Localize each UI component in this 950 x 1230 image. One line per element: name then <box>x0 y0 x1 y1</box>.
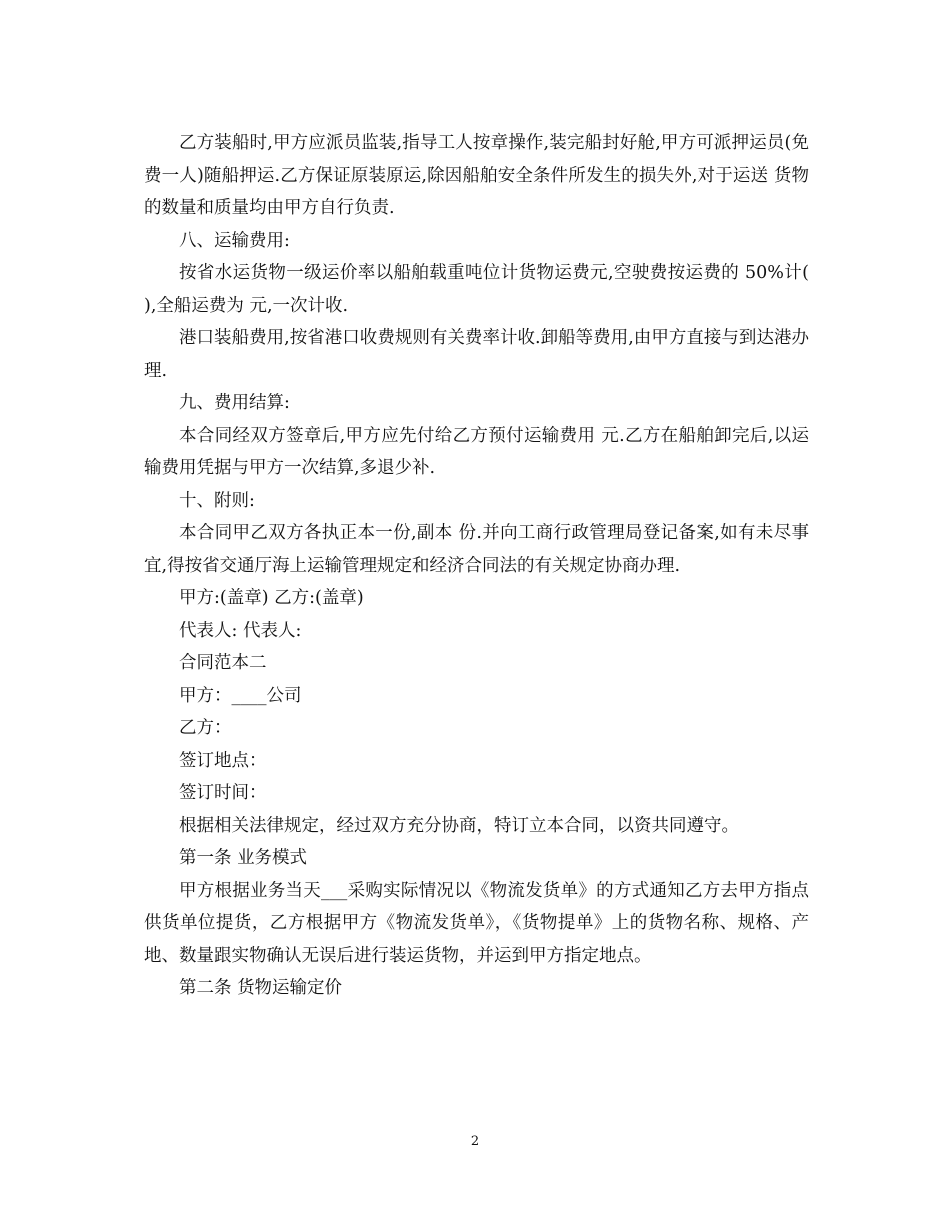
party-a-line: 甲方：____公司 <box>179 685 302 706</box>
signature-seal-line: 甲方:(盖章) 乙方:(盖章) <box>179 588 364 608</box>
paragraph-business-mode: 甲方根据业务当天___采购实际情况以《物流发货单》的方式通知乙方去甲方指点供货单位提货，乙方根据甲方《物流发货单》，《货物提单》上的货物名称、规格、产地、数量跟实物确认无误后进行装运货物，并运到甲方指定地点。 <box>144 880 809 966</box>
heading-section-8: 八、运输费用: <box>179 230 290 251</box>
paragraph-supplementary-terms: 本合同甲乙双方各执正本一份,副本 份.并向工商行政管理局登记备案,如有未尽事宜,得按省交通厅海上运输管理规定和经济合同法的有关规定协商办理. <box>144 523 809 576</box>
paragraph-settlement: 本合同经双方签章后,甲方应先付给乙方预付运输费用 元.乙方在船舶卸完后,以运输费用凭据与甲方一次结算,多退少补. <box>144 425 809 478</box>
paragraph-loading-supervision: 乙方装船时,甲方应派员监装,指导工人按章操作,装完船封好舱,甲方可派押运员(免费一人)随船押运.乙方保证原装原运,除因船舶安全条件所发生的损失外,对于运送 货物的数量和质量均由甲方自行负责. <box>144 133 809 218</box>
paragraph-port-fees: 港口装船费用,按省港口收费规则有关费率计收.卸船等费用,由甲方直接与到达港办理. <box>144 328 809 381</box>
document-body <box>144 127 809 1005</box>
heading-article-2: 第二条 货物运输定价 <box>179 978 343 998</box>
paragraph-freight-rate: 按省水运货物一级运价率以船舶载重吨位计货物运费元,空驶费按运费的 50%计( ),全船运费为 元,一次计收. <box>144 263 809 316</box>
template-two-title: 合同范本二 <box>179 653 267 673</box>
page-number: 2 <box>470 1134 480 1149</box>
signing-place-line: 签订地点： <box>179 750 267 771</box>
signing-time-line: 签订时间： <box>179 783 267 803</box>
heading-article-1: 第一条 业务模式 <box>179 848 308 868</box>
party-b-line: 乙方： <box>179 718 232 738</box>
heading-section-10: 十、附则: <box>179 490 255 511</box>
representative-line: 代表人: 代表人: <box>179 620 302 641</box>
paragraph-preamble: 根据相关法律规定，经过双方充分协商，特订立本合同，以资共同遵守。 <box>179 815 739 836</box>
heading-section-9: 九、费用结算: <box>179 393 290 413</box>
